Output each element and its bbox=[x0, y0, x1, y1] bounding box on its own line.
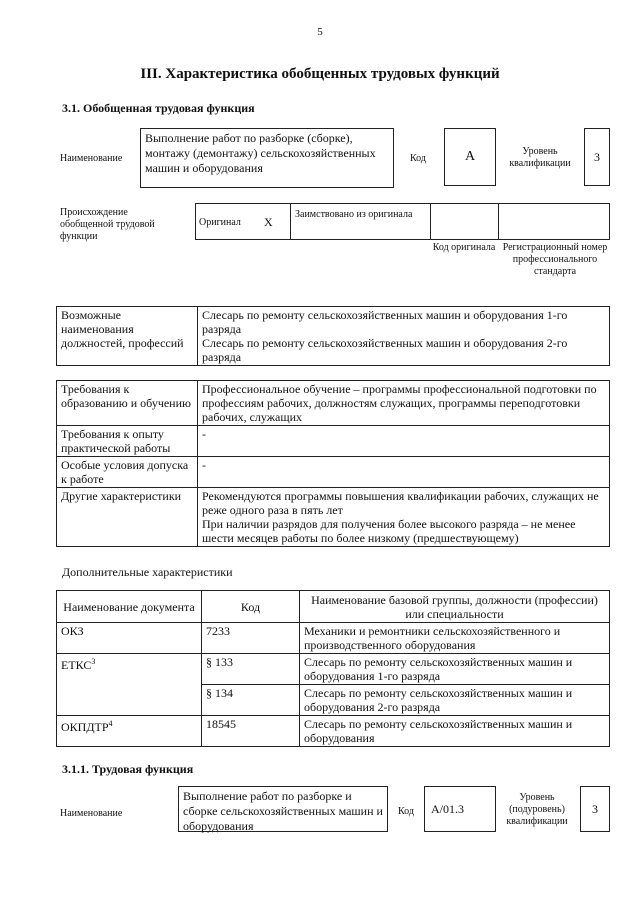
requirement-row bbox=[57, 381, 610, 426]
requirements-table bbox=[56, 380, 610, 547]
origin-borrowed-label: Заимствовано из оригинала bbox=[295, 209, 413, 220]
requirement-row bbox=[57, 488, 610, 547]
doc-cell: ОКЗ bbox=[57, 623, 202, 654]
gtf-code-label: Код bbox=[410, 153, 426, 164]
gtf-level-label: Уровень квалификации bbox=[509, 146, 571, 169]
name-cell: Слесарь по ремонту сельскохозяйственных машин и оборудования 2-го разряда bbox=[300, 685, 610, 716]
code-cell: § 133 bbox=[202, 654, 300, 685]
gtf-name-value: Выполнение работ по разборке (сборке), монтажу (демонтажу) сельскохозяйственных машин и оборудования bbox=[140, 128, 394, 188]
gtf-code-value: А bbox=[444, 128, 496, 186]
header-document: Наименование документа bbox=[57, 591, 202, 623]
additional-table bbox=[56, 590, 610, 747]
requirement-value bbox=[198, 488, 610, 547]
origin-original-label: Оригинал bbox=[199, 217, 241, 228]
subsection-title: 3.1. Обобщенная трудовая функция bbox=[62, 101, 255, 115]
origin-divider bbox=[430, 203, 431, 240]
requirement-row bbox=[57, 457, 610, 488]
code-cell: 18545 bbox=[202, 716, 300, 747]
requirement-value-line: При наличии разрядов для получения более высокого разряда – не менее шести месяцев работы по более низкому (предшествующему) bbox=[202, 517, 576, 545]
positions-label: Возможные наименования должностей, профессий bbox=[57, 307, 198, 366]
requirement-value: - bbox=[198, 426, 610, 457]
requirement-label: Другие характеристики bbox=[57, 488, 198, 547]
name-cell: Механики и ремонтники сельскохозяйственного и производственного оборудования bbox=[300, 623, 610, 654]
name-cell: Слесарь по ремонту сельскохозяйственных машин и оборудования bbox=[300, 716, 610, 747]
position-2: Слесарь по ремонту сельскохозяйственных машин и оборудования 2-го разряда bbox=[202, 336, 568, 364]
requirement-value-line: Рекомендуются программы повышения квалификации рабочих, служащих не реже одного раза в пять лет bbox=[202, 489, 599, 517]
table-row bbox=[57, 654, 610, 685]
requirement-value: Профессиональное обучение – программы профессиональной подготовки по профессиям рабочих, должностям служащих, программы переподготовки рабочих, служащих bbox=[198, 381, 610, 426]
code-cell: 7233 bbox=[202, 623, 300, 654]
tf-level-label: Уровень (подуровень) квалификации bbox=[506, 792, 568, 827]
gtf-name-label: Наименование bbox=[60, 153, 123, 164]
requirement-label: Требования к опыту практической работы bbox=[57, 426, 198, 457]
requirement-row bbox=[57, 426, 610, 457]
header-code: Код bbox=[202, 591, 300, 623]
origin-original-mark: Х bbox=[264, 215, 273, 229]
positions-values bbox=[198, 307, 610, 366]
header-name: Наименование базовой группы, должности (профессии) или специальности bbox=[300, 591, 610, 623]
positions-table bbox=[56, 306, 610, 366]
tf-name-value: Выполнение работ по разборке и сборке сельскохозяйственных машин и оборудования bbox=[178, 786, 388, 832]
tf-code-value: A/01.3 bbox=[424, 786, 496, 832]
origin-reg-caption: Регистрационный номер профессионального стандарта bbox=[502, 242, 608, 277]
footnote-mark: 3 bbox=[91, 657, 96, 666]
tf-code-label: Код bbox=[398, 806, 414, 817]
tf-level-value: 3 bbox=[580, 786, 610, 832]
footnote-mark: 4 bbox=[108, 719, 113, 728]
position-1: Слесарь по ремонту сельскохозяйственных машин и оборудования 1-го разряда bbox=[202, 308, 568, 336]
code-cell: § 134 bbox=[202, 685, 300, 716]
requirement-label: Требования к образованию и обучению bbox=[57, 381, 198, 426]
requirement-value: - bbox=[198, 457, 610, 488]
gtf-level-value: 3 bbox=[584, 128, 610, 186]
section-title: III. Характеристика обобщенных трудовых функций bbox=[140, 66, 500, 82]
additional-header-row bbox=[57, 591, 610, 623]
origin-label: Происхождение обобщенной трудовой функции bbox=[60, 207, 155, 242]
additional-title: Дополнительные характеристики bbox=[62, 565, 233, 579]
origin-divider bbox=[290, 203, 291, 240]
table-row bbox=[57, 623, 610, 654]
doc-cell: ЕТКС$^3$ bbox=[57, 654, 202, 716]
doc-cell: ОКПДТР$^4$ bbox=[57, 716, 202, 747]
origin-divider bbox=[498, 203, 499, 240]
requirement-label: Особые условия допуска к работе bbox=[57, 457, 198, 488]
name-cell: Слесарь по ремонту сельскохозяйственных машин и оборудования 1-го разряда bbox=[300, 654, 610, 685]
tf-title: 3.1.1. Трудовая функция bbox=[62, 762, 194, 776]
tf-name-label: Наименование bbox=[60, 808, 123, 819]
page-number: 5 bbox=[317, 26, 323, 38]
origin-code-caption: Код оригинала bbox=[432, 242, 496, 253]
table-row bbox=[57, 716, 610, 747]
